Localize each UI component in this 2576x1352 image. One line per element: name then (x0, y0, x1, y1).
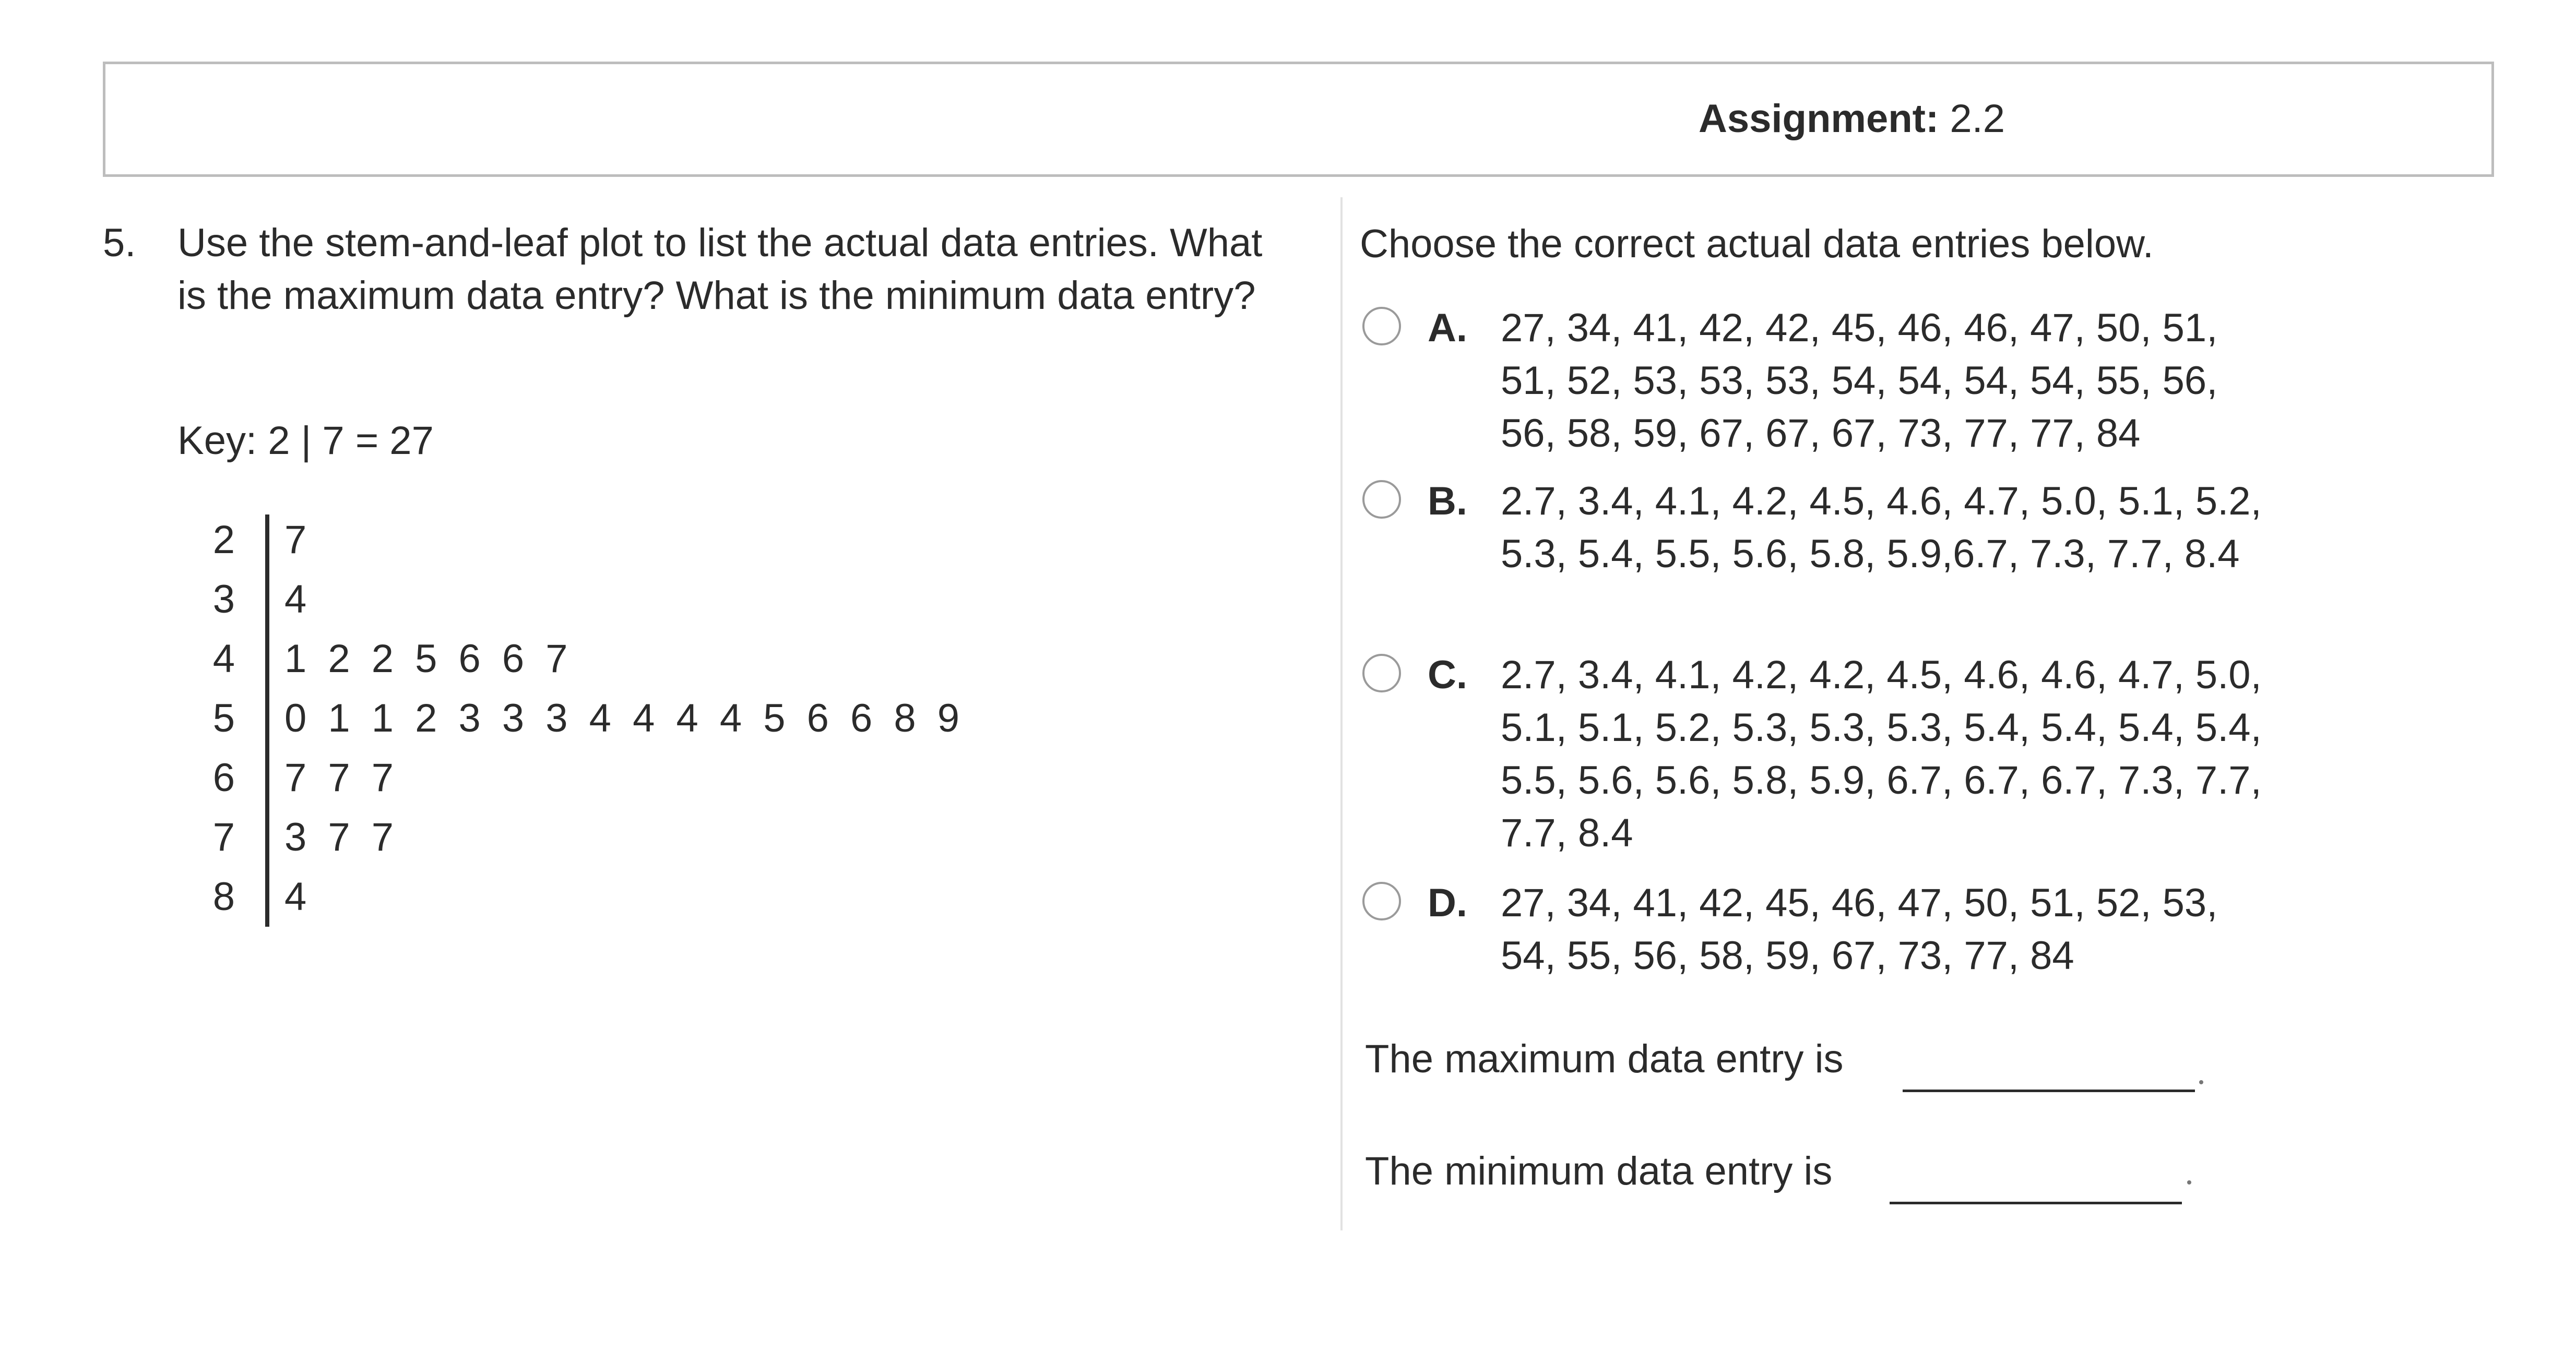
assignment-value: 2.2 (1950, 97, 2005, 141)
stem-divider-line (265, 515, 269, 927)
max-entry-answer-field[interactable] (1903, 1090, 2195, 1092)
question-prompt: Use the stem-and-leaf plot to list the actual data entries. What is the maximum data entry? What is the minimum data entry? (177, 221, 1263, 318)
plot-key: Key: 2 | 7 = 27 (177, 418, 434, 463)
leaves: 4 (284, 875, 312, 919)
stem: 3 (212, 577, 235, 621)
stem: 4 (212, 637, 235, 681)
assignment-label: Assignment: (1699, 97, 1939, 141)
radio-button-a[interactable] (1362, 307, 1401, 345)
option-letter: C. (1428, 653, 1467, 697)
question-number: 5. (103, 221, 136, 265)
stem: 7 (212, 815, 235, 859)
stem: 2 (212, 518, 235, 562)
leaves: 1 2 2 5 6 6 7 (284, 637, 573, 681)
max-entry-label: The maximum data entry is (1365, 1037, 1844, 1081)
assignment-header (103, 62, 2494, 177)
option-text: 27, 34, 41, 42, 45, 46, 47, 50, 51, 52, 53, 54, 55, 56, 58, 59, 67, 73, 77, 84 (1501, 881, 2218, 978)
choose-prompt: Choose the correct actual data entries below. (1360, 222, 2154, 266)
leaves: 0 1 1 2 3 3 3 4 4 4 4 5 6 6 8 9 (284, 696, 965, 740)
radio-button-b[interactable] (1362, 480, 1401, 519)
column-divider (1340, 197, 1343, 1230)
leaves: 4 (284, 577, 312, 621)
radio-button-c[interactable] (1362, 654, 1401, 692)
option-letter: B. (1428, 479, 1467, 523)
option-text: 27, 34, 41, 42, 42, 45, 46, 46, 47, 50, 51, 51, 52, 53, 53, 53, 54, 54, 54, 54, 55, 56, 56, 58, 59, 67, 67, 67, 73, 77, 77, 84 (1501, 306, 2218, 456)
leaves: 7 7 7 (284, 756, 399, 800)
stem: 8 (212, 875, 235, 919)
assignment-title (1699, 93, 2005, 145)
leaves: 7 (284, 518, 312, 562)
period-mark (2187, 1180, 2191, 1185)
option-letter: D. (1428, 881, 1467, 925)
option-letter: A. (1428, 306, 1467, 350)
period-mark (2199, 1080, 2203, 1084)
min-entry-label: The minimum data entry is (1365, 1149, 1833, 1193)
min-entry-answer-field[interactable] (1890, 1202, 2182, 1204)
stem: 5 (212, 696, 235, 740)
stem: 6 (212, 756, 235, 800)
option-text: 2.7, 3.4, 4.1, 4.2, 4.5, 4.6, 4.7, 5.0, 5.1, 5.2, 5.3, 5.4, 5.5, 5.6, 5.8, 5.9,6.7, 7.3, 7.7, 8.4 (1501, 479, 2262, 576)
radio-button-d[interactable] (1362, 882, 1401, 920)
option-text: 2.7, 3.4, 4.1, 4.2, 4.2, 4.5, 4.6, 4.6, 4.7, 5.0, 5.1, 5.1, 5.2, 5.3, 5.3, 5.3, 5.4, 5.4, 5.4, 5.4, 5.5, 5.6, 5.6, 5.8, 5.9, 6.7, 6.7, 6.7, 7.3, 7.7, 7.7, 8.4 (1501, 653, 2262, 855)
leaves: 3 7 7 (284, 815, 399, 859)
